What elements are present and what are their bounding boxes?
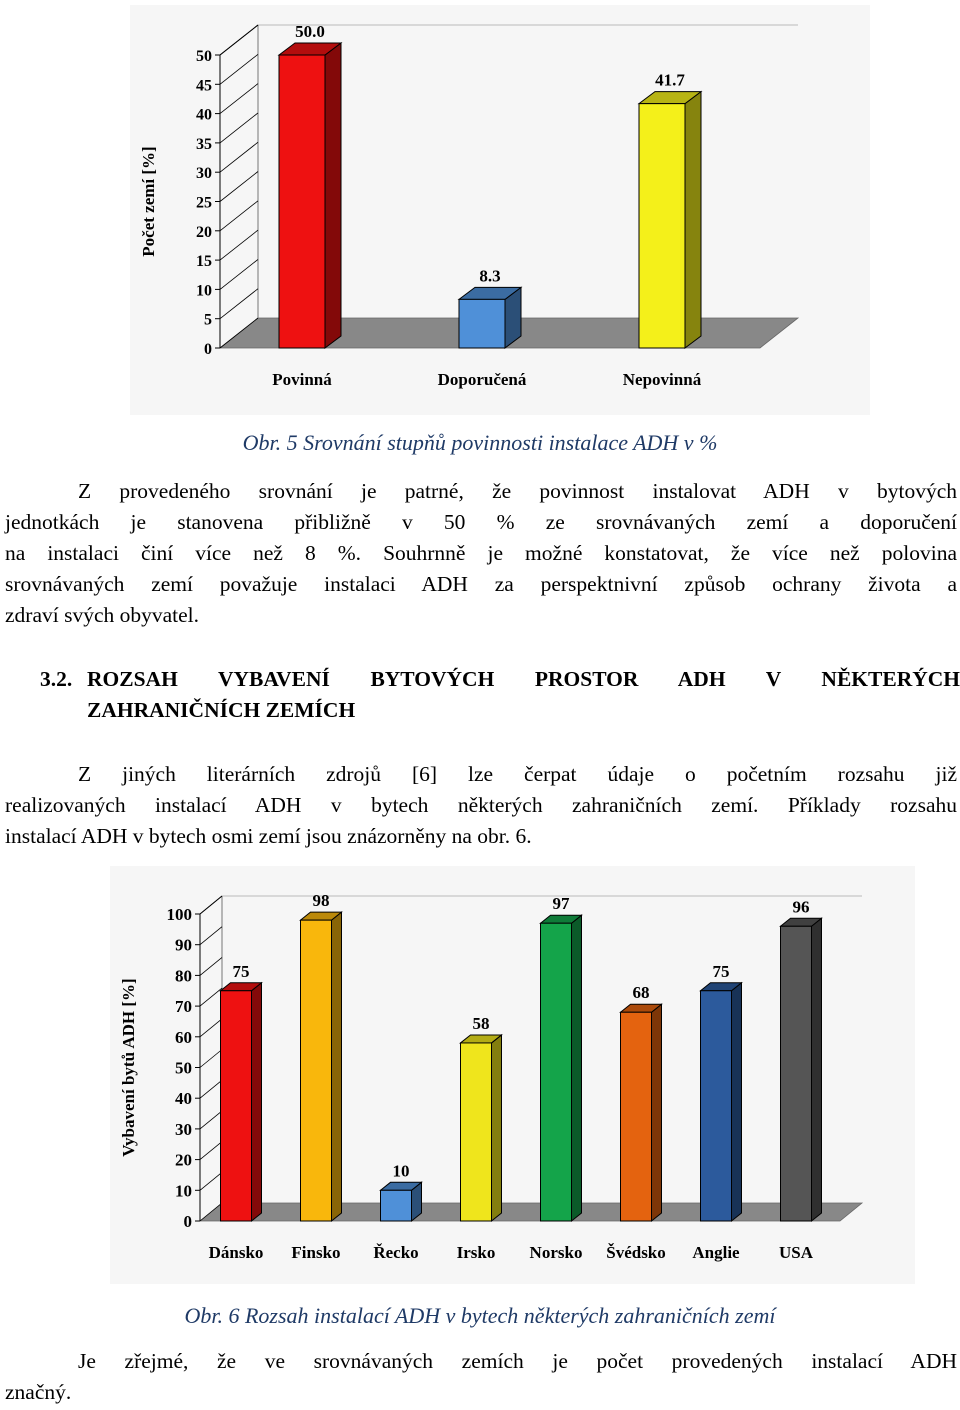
x-tick-label: Anglie: [692, 1243, 740, 1262]
bar-side: [492, 1035, 502, 1221]
y-tick-label: 20: [175, 1150, 192, 1170]
bar: [639, 104, 685, 348]
y-tick-depth: [220, 259, 258, 289]
paragraph-3-line: značný.: [5, 1380, 72, 1404]
y-tick-label: 50: [196, 48, 212, 65]
bar: [221, 991, 252, 1221]
x-tick-label: Dánsko: [208, 1243, 264, 1262]
y-tick-label: 10: [175, 1181, 192, 1201]
paragraph-1-line: na instalaci činí více než 8 %. Souhrnně je možné konstatovat, že více než polovina: [5, 541, 957, 565]
y-tick-label: 15: [196, 253, 212, 271]
y-tick-label: 5: [204, 311, 212, 329]
data-label: 41.7: [655, 70, 685, 90]
chart-1-svg: [130, 5, 870, 415]
bar: [459, 299, 505, 348]
y-tick-depth: [220, 172, 258, 202]
y-tick-label: 25: [196, 194, 212, 212]
data-label: 10: [392, 1161, 410, 1181]
paragraph-1-line: Z provedeného srovnání je patrné, že povinnost instalovat ADH v bytových: [78, 479, 957, 503]
section-title-line-2: ZAHRANIČNÍCH ZEMÍCH: [87, 698, 356, 722]
y-tick-depth: [200, 927, 222, 945]
bar: [701, 991, 732, 1221]
bar-side: [812, 918, 822, 1221]
bar-side: [252, 983, 262, 1221]
data-label: 68: [632, 983, 650, 1003]
chart-2: [110, 866, 915, 1284]
paragraph-3: [5, 1346, 957, 1408]
y-tick-depth: [200, 1142, 222, 1160]
y-tick-label: 100: [166, 905, 192, 924]
data-label: 8.3: [479, 266, 501, 286]
y-tick-depth: [200, 1050, 222, 1068]
y-tick-label: 60: [175, 1027, 192, 1047]
y-tick-label: 0: [183, 1212, 192, 1231]
paragraph-3-line: Je zřejmé, že ve srovnávaných zemích je počet provedených instalací ADH: [78, 1349, 957, 1373]
y-tick-depth: [200, 957, 222, 975]
x-tick-label: Irsko: [456, 1243, 496, 1262]
y-tick-depth: [200, 1080, 222, 1098]
y-tick-depth: [200, 1172, 222, 1190]
x-tick-label: Norsko: [529, 1243, 583, 1262]
paragraph-1-line: jednotkách je stanovena přibližně v 50 % ze srovnávaných zemí a doporučení: [5, 510, 957, 534]
y-tick-label: 30: [196, 165, 212, 183]
section-number: 3.2.: [40, 667, 73, 691]
y-tick-depth: [220, 54, 258, 84]
y-tick-label: 50: [175, 1058, 192, 1078]
y-tick-depth: [220, 84, 258, 114]
figure-6-caption: Obr. 6 Rozsah instalací ADH v bytech některých zahraničních zemí: [184, 1303, 776, 1328]
data-label: 50.0: [295, 22, 325, 41]
x-tick-label: Finsko: [291, 1243, 341, 1262]
bar-side: [572, 915, 582, 1221]
x-tick-label: Povinná: [272, 370, 332, 389]
paragraph-2-line: realizovaných instalací ADH v bytech některých zahraničních zemí. Příklady rozsahu: [5, 793, 957, 817]
data-label: 97: [552, 894, 570, 914]
x-tick-label: Švédsko: [606, 1243, 666, 1262]
y-tick-label: 30: [175, 1119, 192, 1139]
bar-side: [325, 43, 341, 348]
paragraph-2-line: instalací ADH v bytech osmi zemí jsou znázorněny na obr. 6.: [5, 824, 532, 848]
y-tick-depth: [220, 113, 258, 143]
section-title-line-1: ROZSAH VYBAVENÍ BYTOVÝCH PROSTOR ADH V NĚKTERÝCH: [87, 667, 960, 691]
paragraph-2-line: Z jiných literárních zdrojů [6] lze čerpat údaje o početním rozsahu již: [78, 762, 957, 786]
y-axis-label: Vybavení bytů ADH [%]: [119, 978, 138, 1157]
y-tick-depth: [220, 289, 258, 319]
y-tick-depth: [220, 230, 258, 260]
y-tick-label: 35: [196, 135, 212, 153]
y-tick-depth: [200, 1111, 222, 1129]
y-tick-label: 70: [175, 997, 192, 1017]
paragraph-2: [5, 759, 957, 852]
data-label: 75: [712, 961, 730, 981]
figure-5-caption: Obr. 5 Srovnání stupňů povinnosti instalace ADH v %: [242, 430, 718, 455]
y-tick-depth: [220, 201, 258, 231]
y-tick-label: 90: [175, 935, 192, 955]
y-axis-label: Počet zemí [%]: [139, 146, 158, 257]
bar: [781, 926, 812, 1221]
y-tick-depth: [200, 988, 222, 1006]
section-heading: [40, 664, 960, 726]
bar: [279, 55, 325, 348]
bar: [461, 1043, 492, 1221]
y-tick-label: 20: [196, 223, 212, 241]
bar: [621, 1012, 652, 1221]
bar-side: [732, 983, 742, 1221]
y-tick-depth: [220, 25, 258, 55]
bar: [381, 1190, 412, 1221]
bar-side: [652, 1004, 662, 1221]
bar-side: [685, 92, 701, 348]
y-tick-label: 0: [204, 341, 212, 358]
y-tick-label: 40: [196, 106, 212, 124]
data-label: 98: [312, 891, 330, 911]
chart-2-svg: [110, 866, 915, 1284]
y-tick-label: 10: [196, 282, 212, 300]
paragraph-1: [5, 476, 957, 631]
y-tick-depth: [220, 142, 258, 172]
x-tick-label: Doporučená: [437, 370, 527, 389]
data-label: 58: [472, 1013, 490, 1033]
bar: [301, 920, 332, 1221]
bar-side: [332, 912, 342, 1221]
chart-floor: [200, 1203, 862, 1221]
bar: [541, 923, 572, 1221]
chart-1: [130, 5, 870, 415]
y-tick-label: 80: [175, 966, 192, 986]
data-label: 96: [792, 897, 810, 917]
data-label: 75: [232, 961, 250, 981]
y-tick-label: 40: [175, 1089, 192, 1109]
paragraph-1-line: srovnávaných zemí považuje instalaci ADH za perspektnivní způsob ochrany života a: [5, 572, 957, 596]
x-tick-label: Řecko: [373, 1243, 419, 1262]
x-tick-label: USA: [778, 1243, 814, 1262]
paragraph-1-line: zdraví svých obyvatel.: [5, 603, 200, 627]
y-tick-label: 45: [196, 77, 212, 95]
x-tick-label: Nepovinná: [622, 370, 702, 389]
y-tick-depth: [200, 896, 222, 914]
y-tick-depth: [200, 1019, 222, 1037]
